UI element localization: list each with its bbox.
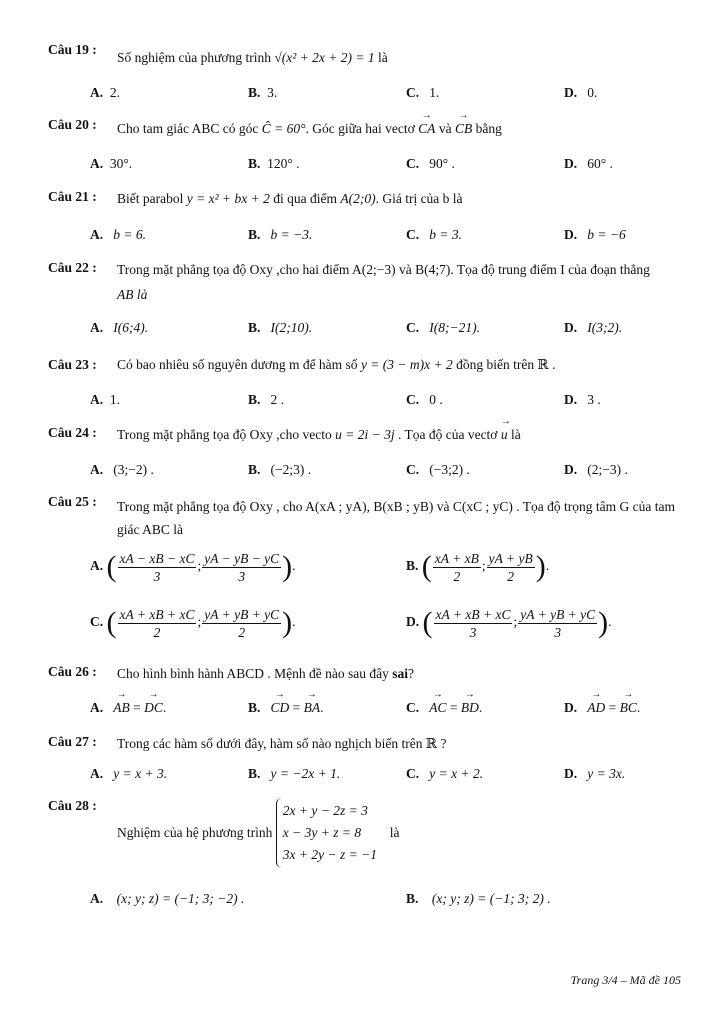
option-a[interactable]: A. 1. xyxy=(90,392,120,407)
option-d[interactable]: D. b = −6 xyxy=(564,227,626,242)
option-c[interactable]: C. 90° . xyxy=(406,156,455,171)
option-d[interactable]: D. 60° . xyxy=(564,156,613,171)
page-footer: Trang 3/4 – Mã đề 105 xyxy=(570,973,681,987)
question-number: Câu 25 : xyxy=(48,494,97,509)
question-number: Câu 28 : xyxy=(48,798,97,813)
question-number: Câu 23 : xyxy=(48,357,97,372)
question-number: Câu 20 : xyxy=(48,117,97,132)
option-a[interactable]: A. I(6;4). xyxy=(90,320,149,335)
question-number: Câu 21 : xyxy=(48,189,97,204)
question-text: Có bao nhiêu số nguyên dương m để hàm số y = (3 − m)x + 2 đồng biến trên ℝ . xyxy=(117,357,556,372)
option-d[interactable]: D. y = 3x. xyxy=(564,766,626,781)
option-a[interactable]: A. y = x + 3. xyxy=(90,766,168,781)
option-a[interactable]: A. 2. xyxy=(90,85,120,100)
question-number: Câu 24 : xyxy=(48,425,97,440)
option-a[interactable]: A. (x; y; z) = (−1; 3; −2) . xyxy=(90,891,245,906)
option-b[interactable]: B. ( $\frac{xA + xB}{2}$ ; $\frac{yA + yB}{2}$ ). xyxy=(406,550,550,584)
question-text: Cho hình bình hành ABCD . Mệnh đề nào sau đây sai? xyxy=(117,666,414,681)
equation-system: 2x + y − 2z = 3 x − 3y + z = 8 3x + 2y − z = −1 xyxy=(276,798,383,868)
option-d[interactable]: D. I(3;2). xyxy=(564,320,623,335)
option-b[interactable]: B. 2 . xyxy=(248,392,285,407)
option-c[interactable]: C. 0 . xyxy=(406,392,443,407)
question-number: Câu 19 : xyxy=(48,42,97,57)
question-text-cont: giác ABC là xyxy=(117,522,183,537)
question-text: Cho tam giác ABC có góc Ĉ = 60°. Góc giữa hai vectơ → CA và → CB bằng xyxy=(117,121,502,137)
option-a[interactable]: A. ( $\frac{xA - xB - xC}{3}$ ; $\frac{yA - yB - yC}{3}$ ). xyxy=(90,550,296,584)
question-number: Câu 26 : xyxy=(48,664,97,679)
option-b[interactable]: B. → CD = → BA. xyxy=(248,700,324,716)
question-text: Trong mặt phẳng tọa độ Oxy , cho A(xA ; yA), B(xB ; yB) và C(xC ; yC) . Tọa độ trọng tâm G của tam xyxy=(117,499,675,514)
option-c[interactable]: C. → AC = → BD. xyxy=(406,700,482,716)
question-number: Câu 22 : xyxy=(48,260,97,275)
question-number: Câu 27 : xyxy=(48,734,97,749)
option-b[interactable]: B. 120° . xyxy=(248,156,300,171)
question-text: Nghiệm của hệ phương trình 2x + y − 2z = 3 x − 3y + z = 8 3x + 2y − z = −1 là xyxy=(117,798,399,868)
option-d[interactable]: D. (2;−3) . xyxy=(564,462,628,477)
question-text-cont: AB là xyxy=(117,287,148,302)
option-c[interactable]: C. I(8;−21). xyxy=(406,320,480,335)
option-d[interactable]: D. ( $\frac{xA + xB + xC}{3}$ ; $\frac{yA + yB + yC}{3}$ ). xyxy=(406,606,612,640)
option-c[interactable]: C. y = x + 2. xyxy=(406,766,484,781)
option-c[interactable]: C. 1. xyxy=(406,85,440,100)
option-b[interactable]: B. (x; y; z) = (−1; 3; 2) . xyxy=(406,891,551,906)
question-text: Số nghiệm của phương trình √(x² + 2x + 2) = 1 là xyxy=(117,50,388,65)
option-d[interactable]: D. 0. xyxy=(564,85,598,100)
question-text: Trong mặt phẳng tọa độ Oxy ,cho hai điểm A(2;−3) và B(4;7). Tọa độ trung điểm I của đoạn thẳng xyxy=(117,262,650,277)
option-b[interactable]: B. y = −2x + 1. xyxy=(248,766,341,781)
option-a[interactable]: A. → AB = → DC. xyxy=(90,700,166,716)
question-text: Biết parabol y = x² + bx + 2 đi qua điểm A(2;0). Giá trị của b là xyxy=(117,191,463,206)
option-c[interactable]: C. b = 3. xyxy=(406,227,462,242)
question-text: Trong các hàm số dưới đây, hàm số nào nghịch biến trên ℝ ? xyxy=(117,736,447,751)
option-c[interactable]: C. ( $\frac{xA + xB + xC}{2}$ ; $\frac{yA + yB + yC}{2}$ ). xyxy=(90,606,296,640)
option-b[interactable]: B. (−2;3) . xyxy=(248,462,312,477)
option-a[interactable]: A. b = 6. xyxy=(90,227,146,242)
option-b[interactable]: B. I(2;10). xyxy=(248,320,313,335)
option-a[interactable]: A. 30°. xyxy=(90,156,133,171)
option-c[interactable]: C. (−3;2) . xyxy=(406,462,470,477)
option-b[interactable]: B. b = −3. xyxy=(248,227,313,242)
option-a[interactable]: A. (3;−2) . xyxy=(90,462,154,477)
question-text: Trong mặt phẳng tọa độ Oxy ,cho vecto u = 2i − 3j . Tọa độ của vectơ → u là xyxy=(117,427,521,443)
option-b[interactable]: B. 3. xyxy=(248,85,278,100)
option-d[interactable]: D. → AD = → BC. xyxy=(564,700,640,716)
option-d[interactable]: D. 3 . xyxy=(564,392,601,407)
